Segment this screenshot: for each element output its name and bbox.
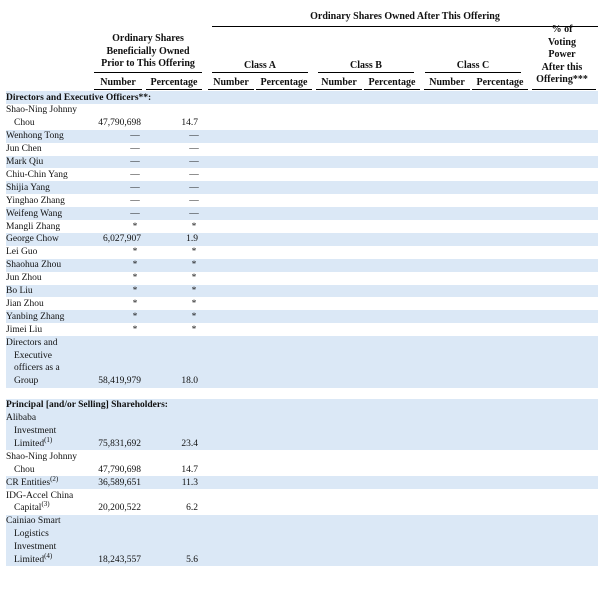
row-number: 20,200,522 <box>98 503 141 514</box>
row-name-line: Alibaba <box>6 413 37 424</box>
header-voting-line-5: Offering*** <box>536 74 588 85</box>
row-percentage: 6.2 <box>186 503 198 514</box>
header-voting-line-1: % of <box>551 24 573 35</box>
row-percentage: * <box>191 286 197 296</box>
col-percentage-class-c: Percentage <box>476 77 524 88</box>
col-rule <box>256 89 312 90</box>
header-class-c: Class C <box>456 60 490 71</box>
row-name-line: Bo Liu <box>6 286 33 296</box>
header-voting-line-4: After this <box>541 61 583 73</box>
col-rule <box>364 89 420 90</box>
row-percentage: * <box>191 273 197 284</box>
row-name-line: Chou <box>14 118 35 129</box>
row-percentage: — <box>189 157 199 167</box>
row-name-line: Jimei Liu <box>6 324 43 335</box>
row-name-line: Jun Chen <box>6 144 42 155</box>
header-after-offering: Ordinary Shares Owned After This Offering <box>310 11 500 22</box>
row-percentage: * <box>191 298 197 309</box>
row-number: — <box>130 169 140 180</box>
row-number: 6,027,907 <box>103 234 141 245</box>
header-prior-line-1: Ordinary Shares <box>112 33 184 44</box>
row-percentage: * <box>191 221 197 232</box>
row-shading <box>6 310 598 323</box>
header-class-b: Class B <box>350 60 382 71</box>
row-percentage: — <box>189 208 199 219</box>
row-shading <box>6 156 598 169</box>
row-number: — <box>130 182 140 193</box>
row-number: — <box>130 144 140 155</box>
row-percentage: 1.9 <box>186 234 198 245</box>
header-class-a: Class A <box>244 60 276 71</box>
row-name-line: Yanbing Zhang <box>6 311 65 322</box>
row-name-line: Weifeng Wang <box>6 208 63 219</box>
col-number-class-b: Number <box>321 77 357 88</box>
row-name-line: Limited$^{(4)}$ <box>14 551 53 565</box>
row-number: — <box>130 195 140 206</box>
row-percentage: 14.7 <box>181 464 198 475</box>
row-name-line: Investment <box>14 542 57 553</box>
row-name-line: Shaohua Zhou <box>6 260 62 271</box>
col-rule <box>208 89 254 90</box>
footnote-marker: (1) <box>44 435 53 444</box>
row-percentage: * <box>191 324 197 335</box>
row-number: 36,589,651 <box>98 477 141 488</box>
footnote-marker: (3) <box>41 500 50 509</box>
header-voting-line-2: Voting <box>548 36 576 48</box>
row-name-line: Shao-Ning Johnny <box>6 451 77 462</box>
row-shading <box>6 285 598 298</box>
row-name-line: Cainiao Smart <box>6 516 61 527</box>
header-rule-class-c <box>425 72 521 73</box>
row-number: * <box>132 298 138 309</box>
row-number: 47,790,698 <box>98 118 141 129</box>
row-number: 58,419,979 <box>98 376 141 387</box>
footnote-marker: (4) <box>44 551 53 560</box>
row-name-line: Group <box>14 376 39 387</box>
row-number: * <box>132 311 138 322</box>
footnote-marker: (2) <box>50 474 59 483</box>
row-name-line: Mark Qiu <box>6 157 44 167</box>
col-rule <box>532 89 596 90</box>
row-number: — <box>130 157 140 167</box>
section-directors-officers: Directors and Executive Officers**: <box>6 92 152 103</box>
row-name-line: Shao-Ning Johnny <box>6 105 77 116</box>
row-shading <box>6 181 598 194</box>
col-percentage-class-b: Percentage <box>368 77 416 88</box>
row-name-line: Logistics <box>14 529 49 540</box>
row-name-line: Jian Zhou <box>6 298 44 309</box>
row-name-line: Chou <box>14 464 35 475</box>
row-percentage: — <box>189 182 199 193</box>
row-percentage: — <box>189 195 199 206</box>
row-name-line: Limited$^{(1)}$ <box>14 435 53 449</box>
header-voting-line-3: Power <box>548 49 576 60</box>
row-percentage: — <box>189 144 199 155</box>
col-percentage-class-a: Percentage <box>260 77 308 88</box>
row-name-line: Investment <box>14 426 57 436</box>
row-number: 75,831,692 <box>98 438 141 449</box>
row-percentage: — <box>189 169 199 180</box>
col-number-class-a: Number <box>213 77 249 88</box>
row-shading <box>6 259 598 272</box>
section-principal-shareholders: Principal [and/or Selling] Shareholders: <box>6 400 168 411</box>
row-name-line: George Chow <box>6 234 59 245</box>
row-number: 47,790,698 <box>98 464 141 475</box>
header-prior-line-2: Beneficially Owned <box>106 45 190 57</box>
row-name-line: IDG-Accel China <box>6 490 74 501</box>
row-number: * <box>132 273 138 284</box>
row-name-line: CR Entities$^{(2)}$ <box>6 474 59 488</box>
row-name-line: officers as a <box>14 363 60 374</box>
row-number: 18,243,557 <box>98 555 141 565</box>
row-name-line: Capital$^{(3)}$ <box>14 500 50 514</box>
row-percentage: 18.0 <box>181 376 198 387</box>
row-number: * <box>132 324 138 335</box>
header-rule-class-b <box>318 72 414 73</box>
row-percentage: * <box>191 247 197 258</box>
row-shading <box>6 130 598 143</box>
col-number-prior: Number <box>100 77 136 88</box>
row-number: * <box>132 247 138 258</box>
header-voting-power <box>528 24 596 87</box>
header-rule-prior <box>94 72 202 73</box>
row-number: — <box>130 131 140 142</box>
row-number: * <box>132 221 138 232</box>
col-rule <box>146 89 202 90</box>
row-number: * <box>132 286 138 296</box>
row-name-line: Lei Guo <box>6 247 38 258</box>
row-percentage: 23.4 <box>181 438 198 449</box>
col-rule <box>94 89 142 90</box>
row-name-line: Directors and <box>6 337 58 348</box>
row-name-line: Executive <box>14 350 52 361</box>
row-percentage: 5.6 <box>186 555 198 565</box>
col-rule <box>316 89 362 90</box>
col-rule <box>472 89 528 90</box>
row-name-line: Yinghao Zhang <box>6 195 65 206</box>
row-name-line: Wenhong Tong <box>6 131 64 142</box>
row-percentage: 14.7 <box>181 118 198 129</box>
col-number-class-c: Number <box>429 77 465 88</box>
header-prior-line-3: Prior to This Offering <box>101 58 195 69</box>
row-shading <box>6 207 598 220</box>
row-percentage: 11.3 <box>181 477 198 488</box>
row-percentage: — <box>189 131 199 142</box>
row-name-line: Mangli Zhang <box>6 221 61 232</box>
row-percentage: * <box>191 260 197 271</box>
row-name-line: Jun Zhou <box>6 273 42 284</box>
row-number: — <box>130 208 140 219</box>
col-rule <box>424 89 470 90</box>
row-name-line: Shijia Yang <box>6 182 50 193</box>
header-rule-class-a <box>212 72 308 73</box>
header-prior-offering <box>94 33 202 71</box>
row-percentage: * <box>191 311 197 322</box>
row-number: * <box>132 260 138 271</box>
row-name-line: Chiu-Chin Yang <box>6 169 68 180</box>
col-percentage-prior: Percentage <box>150 77 198 88</box>
